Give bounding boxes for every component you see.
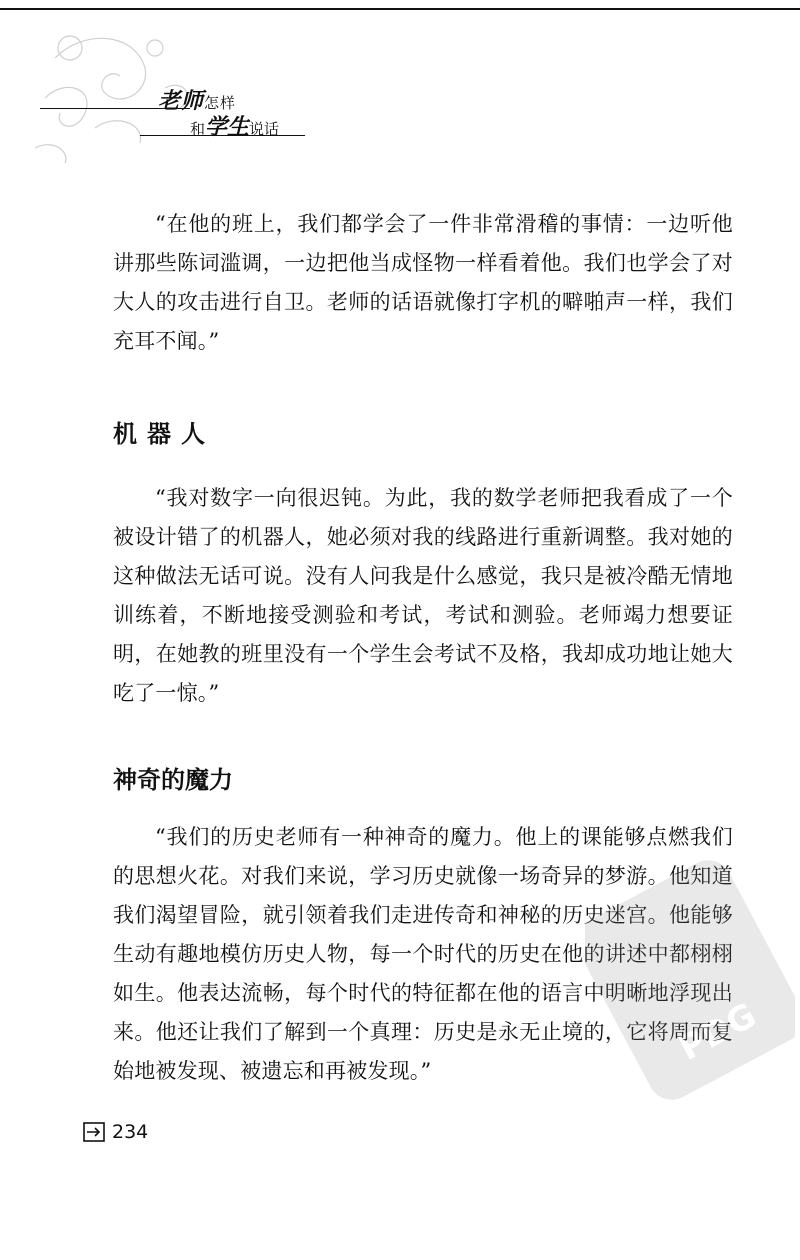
intro-paragraph: “在他的班上，我们都学会了一件非常滑稽的事情：一边听他讲那些陈词滥调，一边把他当成怪物一样看着他。我们也学会了对大人的攻击进行自卫。老师的话语就像打字机的噼啪声一样，我们充耳不闻。” [113, 212, 733, 353]
header-title-line1: 老师怎样 [158, 89, 237, 114]
page-footer [82, 1121, 148, 1143]
pdg-watermark [585, 850, 795, 1110]
robot-paragraph: “我对数字一向很迟钝。为此，我的数学老师把我看成了一个被设计错了的机器人，她必须对我的线路进行重新调整。我对她的这种做法无话可说。没有人问我是什么感觉，我只是被冷酷无情地训练着，不断地接受测验和考试，考试和测验。老师竭力想要证明，在她教的班里没有一个学生会考试不及格，我却成功地让她大吃了一惊。” [113, 486, 733, 705]
running-header [40, 70, 310, 150]
top-rule [0, 8, 800, 10]
magic-paragraph: “我们的历史老师有一种神奇的魔力。他上的课能够点燃我们的思想火花。对我们来说，学习历史就像一场奇异的梦游。他知道我们渴望冒险，就引领着我们走进传奇和神秘的历史迷宫。他能够生动有趣地模仿历史人物，每一个时代的历史在他的讲述中都栩栩如生。他表达流畅，每个时代的特征都在他的语言中明晰地浮现出来。他还让我们了解到一个真理：历史是永无止境的，它将周而复始地被发现、被遗忘和再被发现。” [113, 825, 733, 1083]
svg-text:PDG: PDG [672, 995, 763, 1069]
section-heading-magic: 神奇的魔力 [113, 766, 233, 794]
page-number: 234 [112, 1121, 149, 1143]
header-title-line2: 和学生说话 [190, 115, 280, 140]
page-arrow-icon [82, 1121, 106, 1143]
section-heading-robot: 机器人 [113, 420, 215, 448]
